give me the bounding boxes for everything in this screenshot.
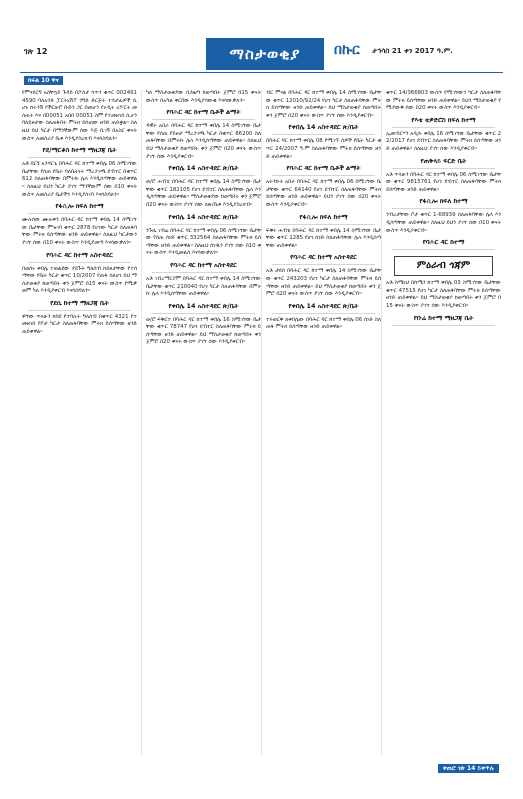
notice-text: አቶ ስሜነህ በሰሜን ከተማ ቀበሌ 03 ስሚገኘው ቤታቸው ቁጥር 47515 የሆነ ካርታ ስለጠፋባቸው ምትክ ይሰጣቸው ዘንድ ጠይቀዋል። ይህ ማስታወቂያ ከወጣበት ቀን ጀምሮ በ15 ቀናት ውስጥ ያገኘ ሰው እንዲያቀርብ። bbox=[386, 280, 501, 309]
notice-separator bbox=[28, 310, 131, 311]
notice-separator bbox=[28, 262, 131, 263]
column-divider bbox=[381, 90, 382, 755]
notice-signature: የደ/ማርቆስ ከተማ ማዘጋጃ ቤት bbox=[42, 146, 117, 155]
publication-name: በኩር bbox=[334, 42, 360, 58]
notice-separator bbox=[392, 249, 495, 250]
column-3 bbox=[266, 90, 381, 332]
notice-text: አትንኩት አበራ በባሕር ዳር ከተማ ቀበሌ 06 ስሚገኘው ቤታቸው ቁጥር 64140 የሆነ ደብተር ስለጠፋባቸው ምትክ ይሰጣቸው ዘንድ ጠይቀዋል። ይህን ያገኘ ሰው በ20 ቀናት ውስጥ እንዲያቀርብ። bbox=[266, 179, 381, 208]
notice-text: ዳዊት አበራ በባሕር ዳር ከተማ ቀበሌ 14 ስሚገኘው ቤታቸው የሰጠ የይዞታ ማረጋገጫ ካርታ በቁጥር 86200 ስለጠፋባቸው በምትኩ ሌላ እንዲሰጣቸው ጠይቀዋል። ስለዚህ ይህ ማስታወቂያ ከወጣበት ቀን ጀምሮ በ20 ቀናት ውስጥ ያገኘ ሰው እንዲያቀርብ። bbox=[146, 123, 261, 160]
notice-separator bbox=[272, 264, 375, 265]
notice-separator bbox=[152, 224, 255, 225]
notice-separator bbox=[152, 272, 255, 273]
notice-text: አቶ ገብረማርያም በባሕር ዳር ከተማ ቀበሌ 14 ስሚገኘው ቤታቸው ቁጥር 210040 የሆነ ካርታ ስለጠፋባቸው በምትኩ ሌላ እንዲሰጣቸው ጠይቀዋል። bbox=[146, 275, 261, 298]
notice-signature: የፋሲሎ ክፍለ ከተማ bbox=[299, 212, 348, 221]
notice-text: አቶ በርሄ አንዳርጌ በባሕር ዳር ከተማ ቀበሌ 06 ስሚገኘው ቤታቸው የሰጠ የቤት ባለቤትነት ማረጋገጫ ደብተር በቁጥር 612 ስለጠፋባቸው በምትኩ ሌላ እንዲሰጣቸው ጠይቀዋል። ስለዚህ ይህን ካርታ ያገኘ ማንኛውም ሰው በ10 ቀናት ውስጥ ለመስሪያ ቤታችን እንዲያስገባ እናሳስባለን። bbox=[22, 161, 137, 198]
notice-separator bbox=[392, 168, 495, 169]
notice-signature: የባሕር ዳር ከተማ አስተዳደር bbox=[170, 260, 237, 269]
notice-separator bbox=[152, 313, 255, 314]
notice-signature: የደሴ ከተማ ማዘጋጃ ቤት bbox=[50, 298, 109, 307]
notice-text: ንብረታቸው ቦታ ቁጥር 1-68939 ስለጠፋባቸው ሌላ እንዲሰጣቸው ጠይቀዋል። ስለዚህ ይህን ያገኘ ሰው በ10 ቀናት ውስጥ እንዲያቀርብ። bbox=[386, 212, 501, 234]
header-rule bbox=[20, 72, 503, 73]
masthead-banner: ማስታወቂያ bbox=[206, 38, 324, 70]
page-number: ገጽ 12 bbox=[24, 47, 48, 56]
notice-signature: የጠቅላይ ፍርድ ቤት bbox=[420, 156, 467, 165]
notice-signature: የቀበሌ 14 አስተዳደር ጽ/ቤት bbox=[168, 212, 239, 221]
notice-separator bbox=[28, 213, 131, 214]
notice-text: ካለ ማስታወቂያው በጋዜጣ ከወጣበት ጀምሮ በ15 ቀናት ውስጥ በአካል ቀርበው እንዲያሳውቁ እናሳውቃለን። bbox=[146, 90, 261, 104]
notice-text: አቶ ታደሰ በባሕር ዳር ከተማ ቀበሌ 14 ስሚገኘው ቤታቸው ቁጥር 243203 የሆነ ካርታ ስለጠፋባቸው ምትክ ይሰጣቸው ዘንድ ጠይቀዋል። ይህ ማስታወቂያ ከወጣበት ቀን ጀምሮ በ20 ቀናት ውስጥ ያገኘ ሰው እንዲያቀርብ። bbox=[266, 268, 381, 298]
notice-separator bbox=[392, 208, 495, 209]
notice-separator bbox=[28, 157, 131, 158]
notice-separator bbox=[272, 175, 375, 176]
notice-signature: የባሕር ዳር ከተማ ቤቶች ልማት bbox=[286, 164, 361, 173]
notice-text: አቶ ጥላሁን በባሕር ዳር ከተማ ቀበሌ 06 ስሚገኘው ቤታቸው ቁጥር 9815761 የሆነ ደብተር ስለጠፋባቸው ምትክ ይሰጣቸው ዘንድ ጠይቀዋል። bbox=[386, 171, 501, 193]
notice-separator bbox=[272, 134, 375, 135]
notice-signature: የፋሲሎ ክፍለ ከተማ bbox=[55, 202, 104, 211]
column-2 bbox=[146, 90, 261, 347]
publication-date: ታኅሳስ 21 ቀን 2017 ዓ.ም. bbox=[372, 47, 453, 55]
notice-text: በባሕር ዳር ከተማ ቀበሌ 08 የሚገኙ ሰዎች የቤት ካርታ ቁጥር 24/2007 ዓ.ም ስለጠፋባቸው ምትክ ይሰጣቸው ዘንድ ጠይቀዋል። bbox=[266, 138, 381, 160]
notice-text: ቁጥር 14/366803 ውስጥ የሚገኘውን ካርታ ስለጠፋባቸው ምትክ ይሰጣቸው ዘንድ ጠይቀዋል። ይህን ማስታወቂያ የሚያውቅ ሰው በ20 ቀናት ውስጥ እንዲያቀርብ። bbox=[386, 90, 501, 112]
notice-text: ኢመብርሃን አዲሱ ቀበሌ 16 ስሚገኘው ቤታቸው ቁጥር 22/2017 የሆነ ደብተር ስለጠፋባቸው ምትክ ይሰጣቸው ዘንድ ጠይቀዋል። ስለዚህ ያገኘ ሰው እንዲያቀርብ። bbox=[386, 130, 501, 152]
notice-text: የምናደርግ አስቸኳይ ጉዳይ በፖስታ ሳጥን ቁጥር 0024914590 ባለአንድ ፓርትኒሽፕ ንግድ ድርጅት ተሳታፊዎች ሲሆኑ ከትንሽ የችርቻሮ ቡድን ጋር በመሆን የኦዲት ሪፖርት መስጠት እና በ00051 አበበ 00051 ስም የተመዘገበ ሲሆን ባለይዞታው ስለጠፋበት ምትክ ይሰጠው ዘንድ ጠይቋል። ስለዚህ ይህ ካርታ በማንኛውም ሰው እጅ ቢገኝ በአስር ቀናት ውስጥ ለመስሪያ ቤቱ እንዲያስረክብ እናሳስባለን። bbox=[22, 90, 137, 142]
region-section-title: ምዕራብ ጎጃም bbox=[394, 256, 493, 276]
notice-separator bbox=[272, 224, 375, 225]
notice-separator bbox=[392, 325, 495, 326]
notice-text: ንጉሴ ገብሬ በባሕር ዳር ከተማ ቀበሌ 06 ስሚገኘው ቤታቸው የሰጠ ሰነድ ቁጥር 332564 ስለጠፋባቸው ምትክ ይሰጣቸው ዘንድ ጠይቀዋል። ስለዚህ ሰነዱን ያገኘ ሰው በ10 ቀናት ውስጥ እንዲመልስ እናሳውቃለን። bbox=[146, 227, 261, 257]
footer-tag: ቀጠሮ ገጽ 14 ይቀጥሉ bbox=[438, 764, 499, 773]
notice-signature: የእቴ ቴዎድሮስ ክፍለ ከተማ bbox=[411, 115, 476, 124]
notice-separator bbox=[152, 175, 255, 176]
notice-signature: የባሕር ዳር ከተማ አስተዳደር bbox=[290, 253, 357, 262]
column-divider bbox=[261, 90, 262, 755]
notice-signature: የቀበሌ 14 አስተዳደር ጽ/ቤት bbox=[168, 301, 239, 310]
column-4 bbox=[386, 90, 501, 329]
notice-text: ፍቅሩ ሐብቴ በባሕር ዳር ከተማ ቀበሌ 14 ስሚገኘው ቤታቸው ቁጥር 1285 የሆነ ሰነድ ስለጠፋባቸው ሌላ እንዲሰጣቸው ጠይቀዋል። bbox=[266, 227, 381, 249]
column-1 bbox=[22, 90, 137, 337]
notice-text: ወ/ሮ ፍቅርተ በባሕር ዳር ከተማ ቀበሌ 16 ስሚገኘው ቤታቸው ቁጥር 78747 የሆነ ደብተር ስለጠፋባቸው ምትክ ይሰጣቸው ዘንድ ጠይቀዋል። ይህ ማስታወቂያ ከወጣበት ቀን ጀምሮ በ20 ቀናት ውስጥ ያገኘ ሰው እንዲያቀርብ። bbox=[146, 316, 261, 346]
notice-text: ወ/ሮ ሐብቴ በባሕር ዳር ከተማ ቀበሌ 14 ስሚገኘው ቤታቸው ቁጥር 182105 የሆነ ደብተር ስለጠፋባቸው ሌላ እንዲሰጣቸው ጠይቀዋል። ማስታወቂያው ከወጣበት ቀን ጀምሮ በ20 ቀናት ውስጥ ያገኘ ሰው ለጽ/ቤቱ እንዲያስረክብ። bbox=[146, 179, 261, 208]
notice-text: ሙሉሰው ሙሉቀን በባሕር ዳር ከተማ ቀበሌ 14 ስሚገኘው ቤታቸው ምዝገባ ቁጥር 2878 የሆነው ካርታ ስለጠፋባቸው ምትክ ይሰጣቸው ዘንድ ጠይቀዋል። ስለዚህ ካርታውን ያገኘ ሰው በ10 ቀናት ውስጥ እንዲያመጣ እናሳውቃለን። bbox=[22, 217, 137, 246]
notice-signature: የባሕር ዳር ከተማ ቤቶች ልማት bbox=[166, 108, 241, 117]
notice-text: በወሰኑ ቀበሌ ተወልደው ያደጉት ግለሰብ ከይዞታቸው የተሰጣቸው የቤት ካርታ ቁጥር 10/2007 የጠፋ ስለሆነ ይህ ማስታወቂያ ከወጣበት ቀን ጀምሮ በ15 ቀናት ውስጥ የሚቃወም ካለ እንዲያቀርብ እናሳስባለን። bbox=[22, 265, 137, 295]
notice-signature: የቀበሌ 14 አስተዳደር ጽ/ቤት bbox=[288, 301, 359, 310]
column-divider bbox=[141, 90, 142, 755]
notice-signature: የባሕር ዳር ከተማ bbox=[422, 238, 465, 247]
notice-signature: የቡሬ ከተማ ማዘጋጃ ቤት bbox=[413, 313, 474, 322]
notice-separator bbox=[272, 313, 375, 314]
notice-signature: የቀበሌ 14 አስተዳደር ጽ/ቤት bbox=[288, 123, 359, 132]
notice-separator bbox=[152, 119, 255, 120]
notice-signature: የፋሲሎ ክፍለ ከተማ bbox=[419, 197, 468, 206]
notice-signature: የቀበሌ 14 አስተዳደር ጽ/ቤት bbox=[168, 164, 239, 173]
notice-text: ብር ምናል በባሕር ዳር ከተማ ቀበሌ 14 ስሚገኘው ቤታቸው ቁጥር 12010/92/24 የሆነ ካርታ ስለጠፋባቸው ምትክ ይሰጣቸው ዘንድ ጠይቀዋል። ይህ ማስታወቂያ ከወጣበት ቀን ጀምሮ በ20 ቀናት ውስጥ ያገኘ ሰው እንዲያቀርብ። bbox=[266, 90, 381, 119]
notice-signature: የባሕር ዳር ከተማ አስተዳደር bbox=[46, 250, 113, 259]
notice-text: ተሩወርቅ ለቀበሌው በባሕር ዳር ከተማ ቀበሌ 06 ሰነድ ስለጠፋ ምትክ ይሰጣቸው ዘንድ ጠይቀዋል። bbox=[266, 316, 381, 331]
notice-separator bbox=[392, 127, 495, 128]
section-tag: ክፍል 10 ዋና bbox=[24, 76, 63, 85]
notice-text: ዋኘው ጥላሁን ከበደ የተባሉት ግለሰብ በቁጥር 4321 የተመዘገበ የቦታ ካርታ ስለጠፋባቸው ምትክ ይሰጣቸው ዘንድ ጠይቀዋል። bbox=[22, 313, 137, 336]
